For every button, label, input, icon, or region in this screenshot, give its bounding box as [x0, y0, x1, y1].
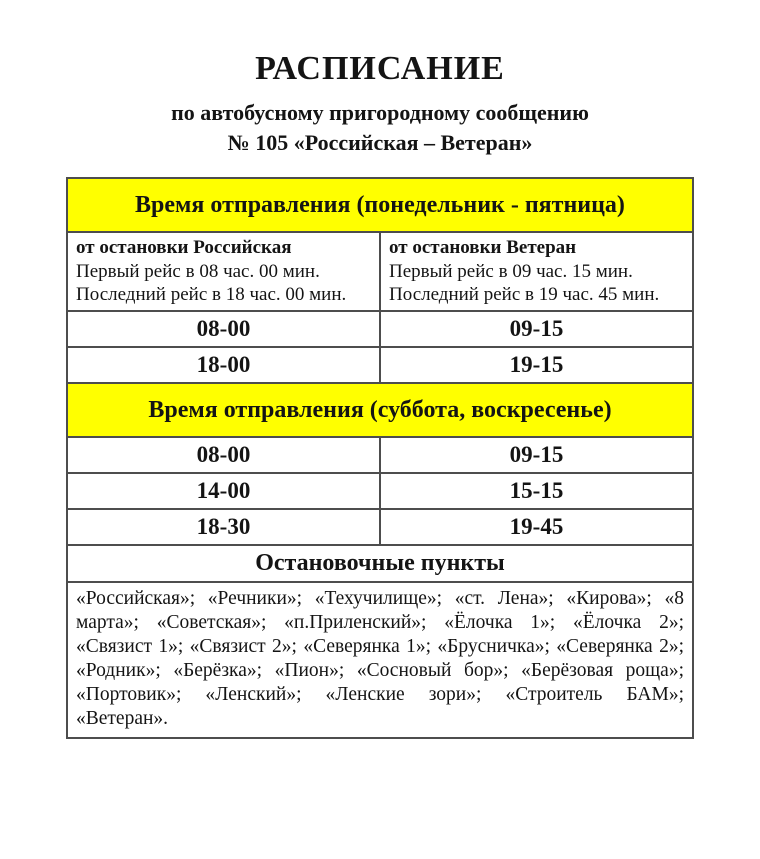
subtitle-route-type: по автобусному пригородному сообщению	[171, 100, 589, 125]
weekend-section-header: Время отправления (суббота, воскресенье)	[67, 383, 693, 437]
weekend-time-left-3: 18-30	[67, 509, 380, 545]
last-trip-veteran: Последний рейс в 19 час. 45 мин.	[389, 284, 660, 306]
info-cell-veteran	[380, 232, 693, 311]
info-cell-rossiyskaya	[67, 232, 380, 311]
first-trip-veteran: Первый рейс в 09 час. 15 мин.	[389, 260, 633, 282]
last-trip-rossiyskaya: Последний рейс в 18 час. 00 мин.	[76, 284, 347, 306]
weekday-time-row	[67, 347, 693, 383]
weekend-time-row	[67, 437, 693, 473]
weekend-time-row	[67, 473, 693, 509]
stops-header-row	[67, 545, 693, 582]
stops-list-text: «Российская»; «Речники»; «Техучилище»; «ст. Лена»; «Кирова»; «8 марта»; «Советская»; «п.Приленский»; «Ёлочка 1»; «Ёлочка 2»; «Связист 1»; «Связист 2»; «Северянка 1»; «Брусничка»; «Северянка 2»; «Родник»; «Берёзка»; «Пион»; «Сосновый бор»; «Берёзовая роща»; «Портовик»; «Ленский»; «Ленские зори»; «Строитель БАМ»; «Ветеран».	[67, 582, 693, 738]
weekend-time-right-3: 19-45	[380, 509, 693, 545]
weekday-section-header: Время отправления (понедельник - пятница)	[67, 178, 693, 232]
weekend-time-left-2: 14-00	[67, 473, 380, 509]
weekday-time-left-2: 18-00	[67, 347, 380, 383]
weekday-header-row	[67, 178, 693, 232]
subtitle-route-number: № 105 «Российская – Ветеран»	[227, 129, 533, 155]
schedule-table	[66, 177, 694, 739]
stop-info-row	[67, 232, 693, 311]
document-header	[0, 0, 760, 157]
weekend-time-left-1: 08-00	[67, 437, 380, 473]
page-title: РАСПИСАНИЕ	[255, 50, 505, 87]
weekend-time-right-2: 15-15	[380, 473, 693, 509]
stops-section-header: Остановочные пункты	[67, 545, 693, 582]
weekend-time-row	[67, 509, 693, 545]
weekday-time-left-1: 08-00	[67, 311, 380, 347]
weekday-time-right-1: 09-15	[380, 311, 693, 347]
weekend-time-right-1: 09-15	[380, 437, 693, 473]
weekend-header-row	[67, 383, 693, 437]
weekday-time-row	[67, 311, 693, 347]
weekday-time-right-2: 19-15	[380, 347, 693, 383]
stop-name-rossiyskaya: от остановки Российская	[76, 237, 292, 259]
first-trip-rossiyskaya: Первый рейс в 08 час. 00 мин.	[76, 260, 320, 282]
stops-list-row	[67, 582, 693, 738]
stop-name-veteran: от остановки Ветеран	[389, 237, 577, 259]
